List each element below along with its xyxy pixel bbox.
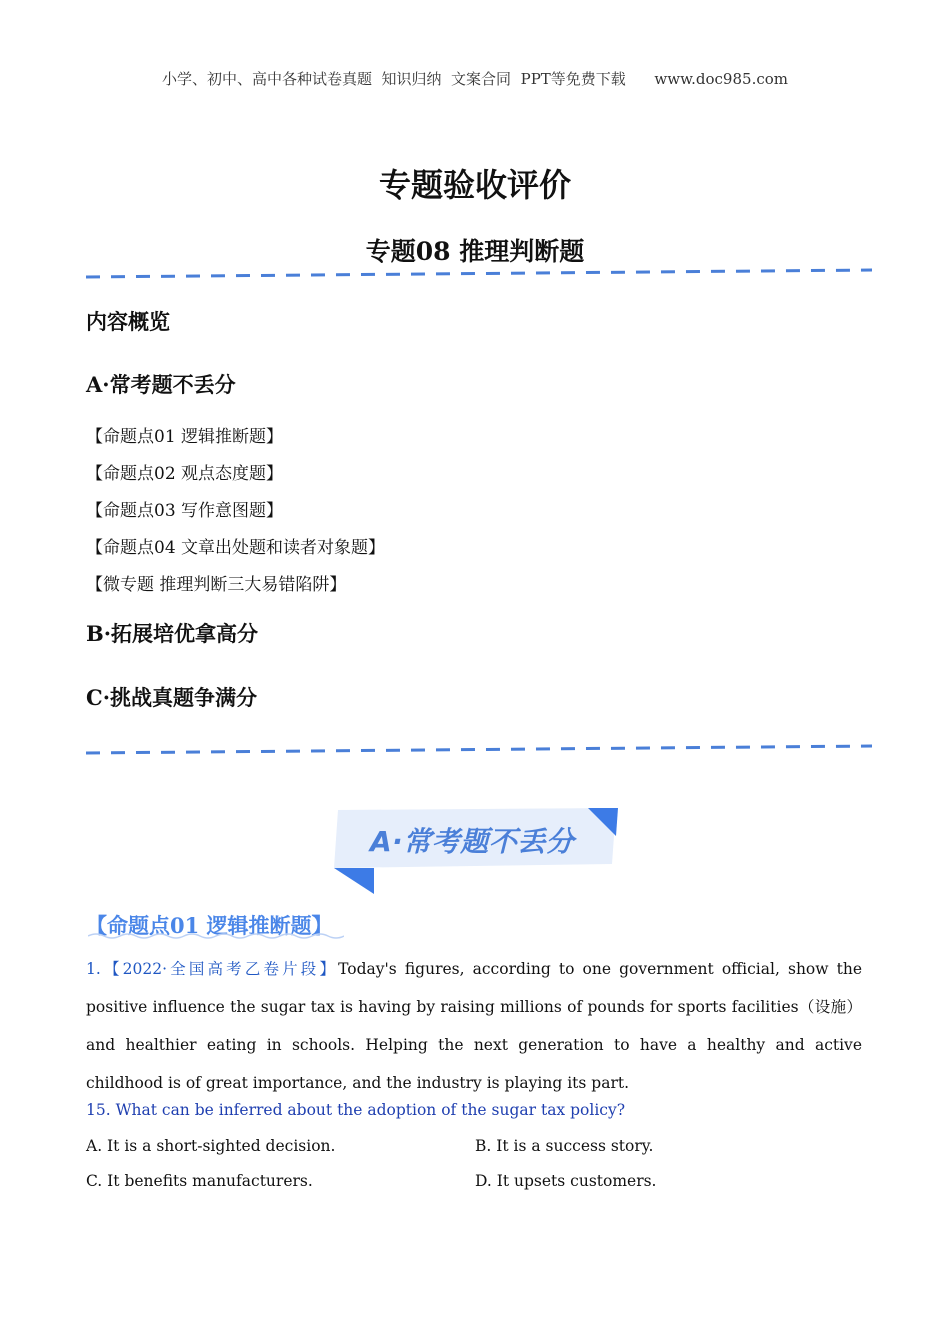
page-title: 专题验收评价 [378,166,571,204]
passage-text: Today's figures, according to one government official, show the positive influence the sugar tax is having by raising millions of pounds for sports facilities（设施）and healthier eating in schools. Helping the next generation to have a healthy and active childhood is of great importance, and the industry is playing its part. [86,960,862,1092]
question-source: 【2022·全国高考乙卷片段】 [100,960,339,978]
page-header: 小学、初中、高中各种试卷真题 知识归纳 文案合同 PPT等免费下载 www.doc985.com [161,70,788,88]
question-text: 15. What can be inferred about the adoption of the sugar tax policy? [86,1101,626,1119]
point-title-underline [88,932,344,940]
option-a: A. It is a short-sighted decision. [86,1137,336,1155]
toc-item-5: 【微专题 推理判断三大易错陷阱】 [86,575,347,595]
option-d: D. It upsets customers. [475,1172,657,1190]
toc-item-1: 【命题点01 逻辑推断题】 [86,427,284,447]
section-b-heading: B·拓展培优拿高分 [86,621,259,646]
section-c-heading: C·挑战真题争满分 [86,685,258,710]
page-subtitle: 专题08 推理判断题 [365,237,585,266]
banner-text: A·常考题不丢分 [370,825,575,858]
toc-item-2: 【命题点02 观点态度题】 [86,464,284,484]
option-c: C. It benefits manufacturers. [86,1172,313,1190]
toc-item-4: 【命题点04 文章出处题和读者对象题】 [86,538,386,558]
question-passage [86,950,862,1102]
dashed-divider-top [86,268,872,280]
question-number: 1. [86,960,101,978]
section-a-heading: A·常考题不丢分 [86,372,236,397]
option-b: B. It is a success story. [475,1137,654,1155]
toc-item-3: 【命题点03 写作意图题】 [86,501,284,521]
overview-heading: 内容概览 [86,309,170,334]
dashed-divider-bottom [86,744,872,756]
point-title: 【命题点01 逻辑推断题】 [86,913,333,938]
